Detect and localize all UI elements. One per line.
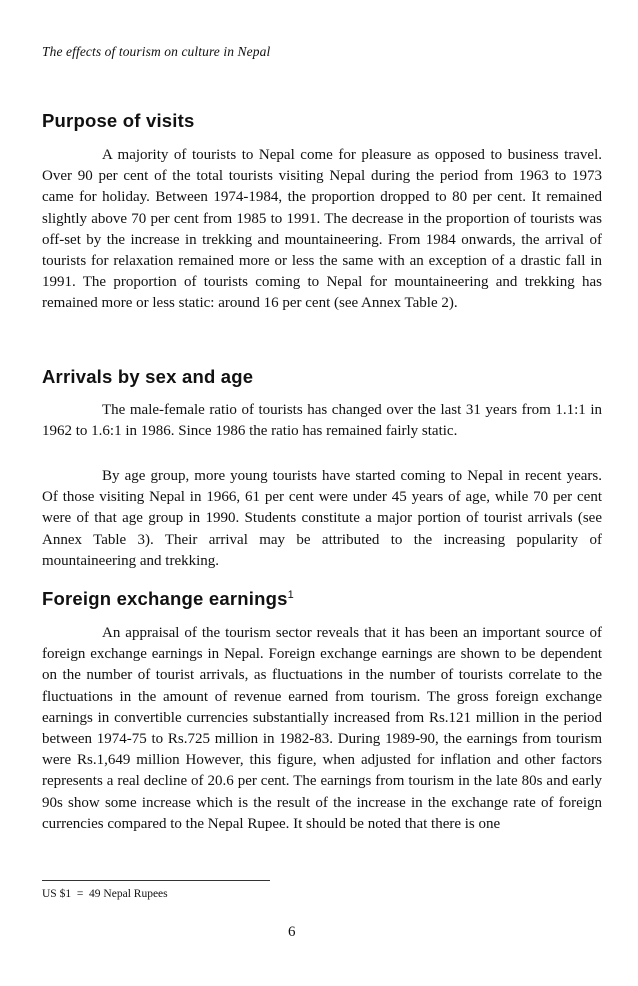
heading-purpose-of-visits: Purpose of visits — [42, 110, 195, 131]
heading-arrivals-by-sex-and-age: Arrivals by sex and age — [42, 366, 254, 387]
footnote-divider — [42, 880, 270, 881]
heading-foreign-exchange-text: Foreign exchange earnings — [42, 588, 288, 609]
paragraph-foreign-exchange: An appraisal of the tourism sector reveals that it has been an important source of foreign exchange earnings in Nepal. Foreign exchange earnings are shown to be dependent on the number of tourist arrivals, as fluctuations in the number of tourists correlate to the fluctuations in the amount of revenue earned from tourism. The gross foreign exchange earnings in convertible currencies substantially increased from Rs.121 million in the period between 1974-75 to Rs.725 million in 1982-83. During 1989-90, the earnings from tourism were Rs.1,649 million However, this figure, when adjusted for inflation and other factors represents a real decline of 20.6 per cent. The earnings from tourism in the late 80s and early 90s show some increase which is the result of the increase in the exchange rate of foreign currencies compared to the Nepal Rupee. It should be noted that there is one — [42, 625, 602, 832]
footnote-marker: 1 — [287, 588, 294, 601]
page-number: 6 — [288, 924, 296, 940]
footnote-exchange-rate: US $1 = 49 Nepal Rupees — [42, 888, 168, 900]
paragraph-age-group: By age group, more young tourists have started coming to Nepal in recent years. Of those visiting Nepal in 1966, 61 per cent were under 45 years of age, while 70 per cent were of that age group in 1990. Students constitute a major portion of tourist arrivals (see Annex Table 3). Their arrival may be attributed to the increasing popularity of mountaineering and trekking. — [42, 468, 602, 569]
paragraph-purpose-of-visits: A majority of tourists to Nepal come for pleasure as opposed to business travel. Over 90 per cent of the total tourists visiting Nepal during the period from 1963 to 1973 came for holiday. Between 1974-1984, the proportion dropped to 80 per cent. It remained slightly above 70 per cent from 1985 to 1991. The decrease in the proportion of tourists was off-set by the increase in trekking and mountaineering. From 1984 onwards, the arrival of tourists for relaxation remained more or less the same with an exception of a drastic fall in 1991. The proportion of tourists coming to Nepal for mountaineering and trekking has remained more or less static: around 16 per cent (see Annex Table 2). — [42, 147, 602, 312]
document-page — [42, 0, 602, 986]
running-header: The effects of tourism on culture in Nepal — [42, 44, 271, 59]
paragraph-sex-ratio: The male-female ratio of tourists has changed over the last 31 years from 1.1:1 in 1962 to 1.6:1 in 1986. Since 1986 the ratio has remained fairly static. — [42, 402, 602, 440]
heading-foreign-exchange-earnings — [42, 588, 294, 610]
